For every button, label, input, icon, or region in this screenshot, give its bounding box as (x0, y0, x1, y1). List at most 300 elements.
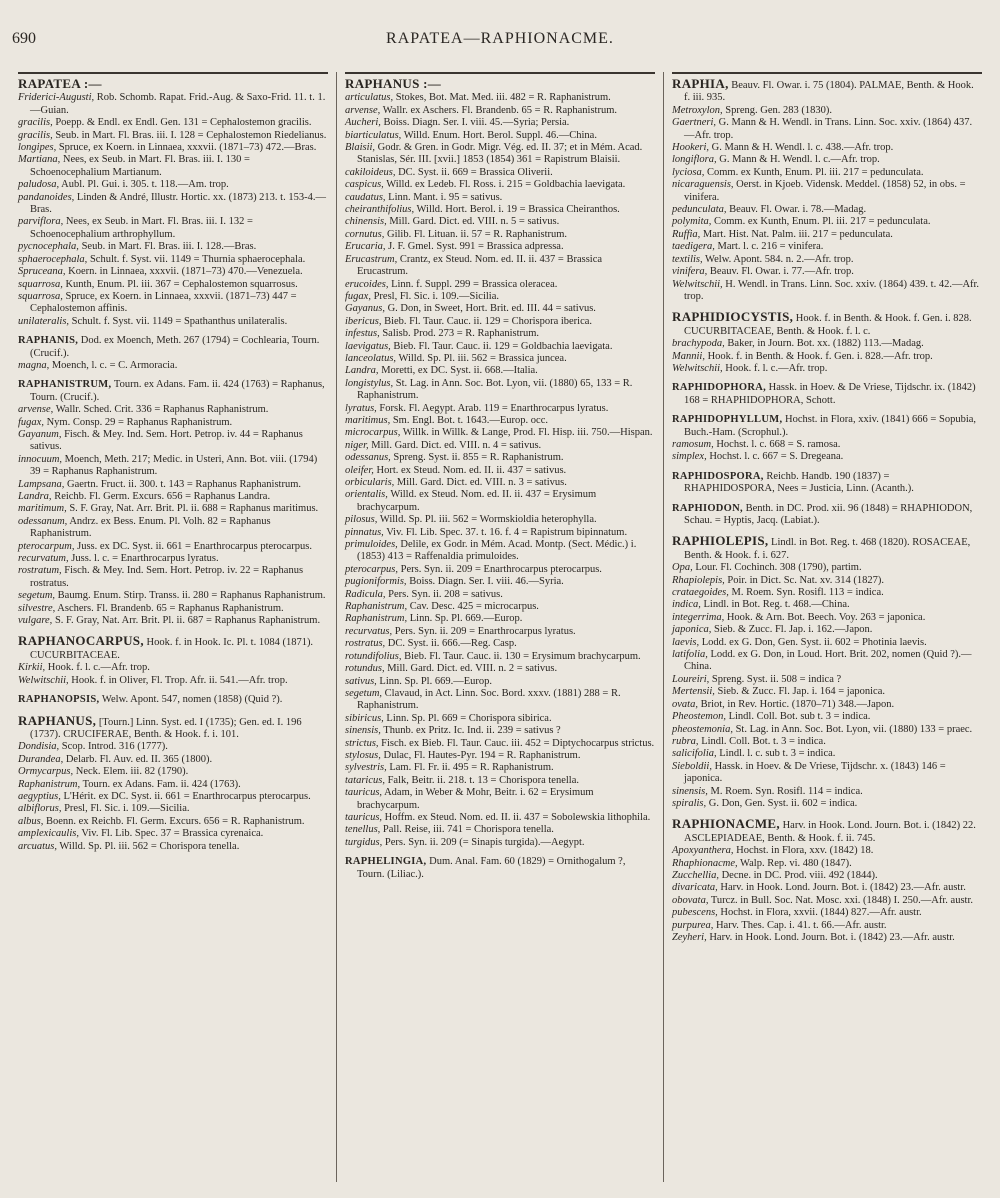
species-entry (18, 266, 328, 278)
species-entry (18, 216, 328, 241)
species-entry (18, 662, 328, 674)
epithet: crataegoides, (672, 587, 729, 599)
species-entry (345, 564, 655, 576)
entry-reference: Harv. in Hook. Lond. Journ. Bot. i. (1842) 22. ASCLEPIADEAE, Benth. & Hook. f. ii. 745. (684, 820, 976, 844)
epithet: longistylus, (345, 377, 394, 389)
genus-name: RAPATEA :— (18, 76, 102, 91)
species-entry (18, 279, 328, 291)
epithet: rubra, (672, 735, 699, 747)
genus-name: RAPHANOPSIS, (18, 694, 100, 706)
species-entry (345, 427, 655, 439)
entry-reference: Nym. Consp. 29 = Raphanus Raphanistrum. (43, 416, 233, 428)
entry-reference: Mill. Gard. Dict. ed. VIII. n. 5 = sativus. (386, 216, 560, 228)
epithet: odessanum, (18, 515, 68, 527)
index-columns (10, 72, 990, 1182)
species-entry (345, 192, 655, 204)
epithet: turgidus, (345, 836, 383, 848)
entry-reference: Hook. f. l. c.—Afr. trop. (722, 362, 828, 374)
epithet: laevigatus, (345, 340, 391, 352)
entry-reference: Lindl. Coll. Bot. t. 3 = indica. (698, 735, 826, 747)
species-entry (672, 711, 982, 723)
epithet: albiflorus, (18, 803, 62, 815)
epithet: chinensis, (345, 216, 387, 228)
species-entry (672, 279, 982, 304)
species-entry (345, 440, 655, 452)
epithet: Zucchellia, (672, 869, 719, 881)
epithet: caspicus, (345, 179, 384, 191)
entry-reference: Hook. f. l. c.—Afr. trop. (45, 662, 150, 674)
epithet: maritimus, (345, 414, 391, 426)
species-entry (345, 167, 655, 179)
species-entry (18, 828, 328, 840)
epithet: articulatus, (345, 92, 394, 104)
entry-reference: Walp. Rep. vi. 480 (1847). (737, 857, 852, 869)
entry-reference: Falk, Beitr. ii. 218. t. 13 = Chorispora tenella. (384, 774, 579, 786)
epithet: sphaerocephala, (18, 253, 88, 265)
entry-reference: Moench, l. c. = C. Armoracia. (49, 359, 178, 371)
epithet: arvense, (345, 104, 381, 116)
entry-reference: G. Mann & H. Wendl. in Trans. Linn. Soc. xxiv. (1864) 437.—Afr. trop. (684, 117, 973, 141)
species-entry (672, 216, 982, 228)
entry-reference: Reichb. Fl. Germ. Excurs. 656 = Raphanus Landra. (51, 491, 271, 502)
entry-reference: Boenn. ex Reichb. Fl. Germ. Excurs. 656 = R. Raphanistrum. (43, 815, 305, 827)
species-entry (18, 92, 328, 117)
entry-reference: Hook. f. in Oliver, Fl. Trop. Afr. ii. 541.—Afr. trop. (68, 674, 288, 686)
epithet: rotundus, (345, 663, 385, 675)
epithet: cornutus, (345, 228, 385, 240)
entry-reference: Lindl. l. c. sub t. 3 = indica. (716, 748, 836, 760)
entry-reference: Linn. Mant. i. 95 = sativus. (385, 191, 503, 203)
species-entry (18, 454, 328, 479)
entry-reference: Boiss. Diagn. Ser. I. viii. 45.—Syria; Persia. (380, 117, 570, 129)
entry-reference: Pers. Syn. ii. 208 = sativus. (385, 588, 503, 600)
epithet: Apoxyanthera, (672, 845, 734, 857)
entry-reference: Delile, ex Godr. in Mém. Acad. Montp. (Sect. Médic.) i. (1853) 413 = Raffenaldia primuloides. (357, 539, 637, 563)
entry-reference: Spreng. Syst. ii. 508 = indica ? (709, 673, 842, 685)
epithet: Erucastrum, (345, 253, 398, 265)
genus-name: RAPHIOLEPIS, (672, 533, 769, 549)
species-entry (18, 779, 328, 791)
species-entry (18, 254, 328, 266)
entry-reference: Willd. ex Steud. Nom. ed. II. ii. 437 = Erysimum brachycarpum. (357, 489, 597, 513)
species-entry (672, 870, 982, 882)
species-entry (18, 404, 328, 416)
entry-reference: Spreng. Syst. ii. 855 = R. Raphanistrum. (390, 452, 564, 464)
entry-reference: Hoffm. ex Steud. Nom. ed. II. ii. 437 = Sobolewskia lithophila. (382, 811, 651, 823)
epithet: Mannii, (672, 350, 705, 362)
epithet: Mertensii, (672, 686, 715, 698)
entry-reference: Dod. ex Moench, Meth. 267 (1794) = Cochlearia, Tourn. (Crucif.). (30, 335, 320, 359)
entry-reference: Neck. Elem. iii. 82 (1790). (73, 766, 189, 778)
genus-entry (672, 535, 982, 562)
entry-reference: Moench, Meth. 217; Medic. in Usteri, Ann. Bot. viii. (1794) 39 = Raphanus Raphanistrum. (30, 453, 318, 478)
epithet: maritimum, (18, 503, 67, 515)
species-entry (18, 479, 328, 491)
entry-reference: Lindl. in Bot. Reg. t. 468 (1820). ROSACEAE, Benth. & Hook. f. i. 627. (684, 537, 971, 561)
species-entry (345, 303, 655, 315)
epithet: salicifolia, (672, 748, 717, 760)
species-entry (18, 192, 328, 217)
entry-reference: Fisch. ex Bieb. Fl. Taur. Cauc. iii. 452 = Diptychocarpus strictus. (378, 737, 655, 749)
epithet: tauricus, (345, 811, 383, 823)
epithet: recurvatum, (18, 553, 69, 565)
species-entry (672, 562, 982, 574)
entry-reference: Hook. f. in Hook. Ic. Pl. t. 1084 (1871). CUCURBITACEAE. (30, 637, 314, 661)
species-entry (672, 241, 982, 253)
epithet: Pheostemon, (672, 711, 726, 723)
epithet: Raphanistrum, (345, 601, 408, 613)
species-entry (345, 204, 655, 216)
entry-reference: Godr. & Gren. in Godr. Migr. Vég. ed. II. 37; et in Mém. Acad. Stanislas, Sér. III. [xvii.] 1853 (1854) 361 = Rapistrum Blaisii. (357, 142, 643, 166)
species-entry (345, 328, 655, 340)
epithet: recurvatus, (345, 625, 393, 637)
epithet: arcuatus, (18, 840, 57, 852)
species-entry (345, 477, 655, 489)
species-entry (18, 675, 328, 687)
species-entry (345, 750, 655, 762)
species-entry (18, 142, 328, 154)
entry-reference: Willd. Sp. Pl. iii. 562 = Brassica juncea. (396, 352, 567, 364)
epithet: vulgare, (18, 615, 53, 627)
epithet: arvense, (18, 404, 54, 416)
species-entry (672, 761, 982, 786)
species-entry (18, 541, 328, 553)
entry-reference: Hort. ex Steud. Nom. ed. II. ii. 437 = sativus. (373, 464, 567, 476)
entry-reference: Hochst. in Flora, xxv. (1842) 18. (733, 845, 874, 857)
species-entry (345, 378, 655, 403)
epithet: Raphanistrum, (345, 613, 408, 625)
epithet: integerrima, (672, 611, 725, 623)
entry-reference: Hassk. in Hoev. & De Vriese, Tijdschr. ix. (1842) 168 = RHAPHIDOPHORA, Schott. (684, 382, 976, 406)
entry-reference: Lodd. ex G. Don, in Loud. Hort. Brit. 202, nomen (Quid ?).—China. (684, 649, 972, 673)
epithet: oleifer, (345, 464, 374, 476)
epithet: pugioniformis, (345, 576, 407, 588)
species-entry (345, 279, 655, 291)
species-entry (672, 736, 982, 748)
species-entry (672, 338, 982, 350)
epithet: parviflora, (18, 216, 64, 228)
epithet: caudatus, (345, 191, 386, 203)
species-entry (345, 341, 655, 353)
species-entry (18, 741, 328, 753)
entry-reference: Mill. Gard. Dict. ed. VIII. n. 2 = sativus. (384, 663, 558, 675)
entry-reference: Rob. Schomb. Rapat. Frid.-Aug. & Saxo-Frid. 11. t. 1.—Guian. (30, 92, 326, 116)
species-entry (345, 539, 655, 564)
species-entry (672, 599, 982, 611)
entry-reference: Lodd. ex G. Don, Gen. Syst. ii. 602 = Photinia laevis. (699, 636, 927, 648)
species-entry (672, 845, 982, 857)
epithet: Friderici-Augusti, (18, 92, 95, 104)
species-entry (345, 725, 655, 737)
species-entry (345, 613, 655, 625)
species-entry (672, 266, 982, 278)
epithet: strictus, (345, 737, 379, 749)
entry-reference: Bieb. Fl. Taur. Cauc. ii. 129 = Chorispora iberica. (381, 315, 593, 327)
species-entry (672, 351, 982, 363)
entry-reference: Harv. Thes. Cap. i. 41. t. 66.—Afr. austr. (713, 919, 887, 931)
species-entry (18, 516, 328, 541)
species-entry (345, 812, 655, 824)
epithet: rostratus, (345, 638, 386, 650)
epithet: Dondisia, (18, 741, 60, 753)
species-entry (345, 229, 655, 241)
epithet: Kirkii, (18, 662, 46, 674)
entry-reference: Welw. Apont. 584. n. 2.—Afr. trop. (702, 253, 854, 265)
entry-reference: Nees, ex Seub. in Mart. Fl. Bras. iii. I. 132 = Schoenocephalium arthrophyllum. (30, 216, 253, 240)
entry-reference: Mart. l. c. 216 = vinifera. (714, 241, 824, 253)
entry-reference: Forsk. Fl. Aegypt. Arab. 119 = Enarthrocarpus lyratus. (376, 402, 609, 414)
epithet: niger, (345, 439, 369, 451)
entry-reference: Seub. in Mart. Fl. Bras. iii. I. 128 = Cephalostemon Riedelianus. (52, 129, 327, 141)
epithet: fugax, (18, 416, 44, 428)
epithet: Gayanum, (18, 428, 62, 440)
genus-entry (18, 694, 328, 706)
entry-reference: Poepp. & Endl. ex Endl. Gen. 131 = Cephalostemon gracilis. (52, 117, 312, 129)
epithet: Landra, (345, 365, 379, 377)
entry-reference: Nees, ex Seub. in Mart. Fl. Bras. iii. I. 130 = Schoenocephalium Martianum. (30, 154, 250, 178)
page-header (12, 30, 988, 52)
entry-reference: Presl, Fl. Sic. i. 109.—Sicilia. (370, 290, 499, 302)
epithet: Zeyheri, (672, 932, 707, 943)
species-entry (672, 363, 982, 375)
epithet: Erucaria, (345, 241, 386, 253)
species-entry (345, 403, 655, 415)
epithet: infestus, (345, 328, 380, 340)
entry-reference: Willd. Sp. Pl. iii. 562 = Chorispora tenella. (57, 840, 240, 852)
entry-reference: Sieb. & Zucc. Fl. Jap. i. 164 = japonica. (714, 686, 885, 698)
species-entry (18, 130, 328, 142)
column-rule (672, 72, 982, 74)
epithet: Ruffia, (672, 228, 701, 240)
species-entry (345, 638, 655, 650)
entry-reference: Stokes, Bot. Mat. Med. iii. 482 = R. Raphanistrum. (393, 92, 611, 104)
epithet: tataricus, (345, 774, 385, 786)
species-entry (672, 674, 982, 686)
genus-name: RAPHIDOPHYLLUM, (672, 414, 783, 426)
entry-reference: Andrz. ex Bess. Enum. Pl. Volh. 82 = Raphanus Raphanistrum. (30, 515, 271, 540)
entry-reference: M. Roem. Syn. Rosifl. 114 = indica. (707, 785, 863, 797)
entry-reference: Willd. Enum. Hort. Berol. Suppl. 46.—China. (401, 129, 597, 141)
entry-reference: Salisb. Prod. 273 = R. Raphanistrum. (379, 328, 540, 340)
epithet: polymita, (672, 216, 712, 228)
species-entry (18, 565, 328, 590)
entry-reference: DC. Syst. ii. 669 = Brassica Oliverii. (395, 166, 553, 178)
epithet: taedigera, (672, 241, 715, 253)
species-entry (672, 179, 982, 204)
species-entry (345, 117, 655, 129)
epithet: sativus, (345, 675, 377, 687)
epithet: erucoides, (345, 278, 389, 290)
entry-reference: Comm. ex Kunth, Enum. Pl. iii. 217 = pedunculata. (704, 166, 924, 178)
species-entry (345, 514, 655, 526)
epithet: magna, (18, 359, 50, 371)
entry-reference: Gilib. Fl. Lituan. ii. 57 = R. Raphanistrum. (384, 228, 568, 240)
genus-name: RAPHANUS :— (345, 76, 442, 91)
species-entry (18, 553, 328, 565)
species-entry (18, 766, 328, 778)
entry-reference: Reichb. Handb. 190 (1837) = RHAPHIDOSPORA, Nees = Justicia, Linn. (Acanth.). (684, 470, 914, 495)
entry-reference: Hochst. in Flora, xxvii. (1844) 827.—Afr. austr. (717, 907, 922, 919)
epithet: Raphanistrum, (18, 778, 81, 790)
species-entry (18, 754, 328, 766)
genus-name: RAPHELINGIA, (345, 856, 427, 868)
genus-entry (18, 379, 328, 404)
species-entry (345, 576, 655, 588)
entry-reference: G. Don, in Sweet, Hort. Brit. ed. III. 44 = sativus. (384, 303, 596, 315)
epithet: cakiloideus, (345, 166, 396, 178)
entry-reference: Spruce, ex Koern. in Linnaea, xxxvii. (1871–73) 447 = Cephalostemon affinis. (30, 290, 297, 315)
entry-reference: Scop. Introd. 316 (1777). (59, 741, 168, 753)
species-entry (18, 615, 328, 627)
species-entry (672, 932, 982, 944)
entry-reference: Willd. Hort. Berol. i. 19 = Brassica Cheiranthos. (414, 204, 620, 216)
epithet: stylosus, (345, 749, 381, 761)
epithet: longiflora, (672, 154, 717, 166)
epithet: pterocarpum, (18, 540, 75, 552)
epithet: Loureiri, (672, 673, 710, 685)
species-entry (345, 291, 655, 303)
species-entry (345, 316, 655, 328)
entry-reference: Lindl. Coll. Bot. sub t. 3 = indica. (725, 711, 871, 723)
epithet: textilis, (672, 253, 703, 265)
epithet: segetum, (18, 590, 56, 602)
species-entry (345, 142, 655, 167)
epithet: innocuum, (18, 453, 63, 465)
epithet: nicaraguensis, (672, 179, 734, 191)
species-entry (345, 241, 655, 253)
species-entry (18, 803, 328, 815)
epithet: divaricata, (672, 882, 718, 894)
epithet: sylvestris, (345, 762, 387, 774)
entry-reference: Adam, in Weber & Mohr, Beitr. i. 62 = Erysimum brachycarpum. (357, 787, 594, 811)
entry-reference: Turcz. in Bull. Soc. Nat. Mosc. xxi. (1848) I. 250.—Afr. austr. (708, 894, 973, 906)
species-entry (18, 291, 328, 316)
species-entry (672, 167, 982, 179)
epithet: Rhapiolepis, (672, 574, 725, 586)
species-entry (672, 612, 982, 624)
species-entry (672, 439, 982, 451)
species-entry (345, 254, 655, 279)
entry-reference: Seub. in Mart. Fl. Bras. iii. I. 128.—Bras. (78, 241, 257, 253)
entry-reference: Clavaud, in Act. Linn. Soc. Bord. xxxv. (1881) 288 = R. Raphanistrum. (357, 687, 621, 712)
entry-reference: Comm. ex Kunth, Enum. Pl. iii. 217 = pedunculata. (711, 216, 931, 228)
epithet: silvestre, (18, 602, 56, 614)
entry-reference: Cav. Desc. 425 = microcarpus. (407, 601, 539, 613)
species-entry (345, 353, 655, 365)
species-entry (18, 154, 328, 179)
entry-reference: Fisch. & Mey. Ind. Sem. Hort. Petrop. iv. 44 = Raphanus sativus. (30, 428, 303, 453)
epithet: japonica, (672, 624, 712, 636)
species-entry (18, 503, 328, 515)
epithet: Opa, (672, 562, 693, 574)
entry-reference: Moretti, ex DC. Syst. ii. 668.—Italia. (378, 365, 538, 377)
entry-reference: H. Wendl. in Trans. Linn. Soc. xxiv. (1864) 439. t. 42.—Afr. trop. (684, 278, 980, 302)
entry-reference: Linn. Sp. Pl. 669 = Chorispora sibirica. (383, 712, 552, 724)
entry-reference: Welw. Apont. 547, nomen (1858) (Quid ?). (99, 694, 283, 706)
genus-name: RAPHANOCARPUS, (18, 633, 144, 649)
species-entry (345, 179, 655, 191)
species-entry (345, 216, 655, 228)
epithet: lyratus, (345, 402, 377, 414)
entry-reference: Viv. Fl. Lib. Spec. 37 = Brassica cyrenaica. (78, 828, 264, 840)
epithet: pandanoides, (18, 191, 75, 203)
entry-reference: Pers. Syn. ii. 209 (= Sinapis turgida).—Aegypt. (382, 836, 585, 848)
epithet: sibiricus, (345, 712, 384, 724)
species-entry (345, 775, 655, 787)
epithet: Aucheri, (345, 117, 381, 129)
epithet: ibericus, (345, 315, 382, 327)
entry-reference: S. F. Gray, Nat. Arr. Brit. Pl. ii. 688 = Raphanus maritimus. (66, 503, 319, 515)
genus-name: RAPHIONACME, (672, 816, 780, 832)
epithet: indica, (672, 599, 701, 611)
species-entry (672, 229, 982, 241)
species-entry (345, 626, 655, 638)
species-entry (345, 762, 655, 774)
epithet: primuloides, (345, 539, 398, 551)
epithet: Lampsana, (18, 478, 65, 490)
page-number: 690 (12, 30, 36, 47)
species-entry (672, 907, 982, 919)
entry-reference: G. Don, Gen. Syst. ii. 602 = indica. (706, 797, 858, 809)
epithet: Gaertneri, (672, 117, 717, 129)
entry-reference: Koern. in Linnaea, xxxvii. (1871–73) 470.—Venezuela. (65, 266, 303, 278)
species-entry (345, 651, 655, 663)
species-entry (345, 601, 655, 613)
genus-entry (345, 78, 655, 92)
species-entry (672, 649, 982, 674)
species-entry (672, 154, 982, 166)
epithet: simplex, (672, 451, 707, 463)
entry-reference: Hochst. in Flora, xxiv. (1841) 666 = Sopubia, Buch.-Ham. (Scrophul.). (684, 414, 977, 438)
species-entry (18, 841, 328, 853)
epithet: ovata, (672, 698, 698, 710)
genus-name: RAPHANUS, (18, 712, 97, 728)
genus-entry (672, 818, 982, 845)
genus-entry (18, 78, 328, 92)
entry-reference: Pers. Syn. ii. 209 = Enarthrocarpus lyratus. (392, 625, 576, 637)
epithet: tenellus, (345, 824, 381, 836)
epithet: spiralis, (672, 797, 707, 809)
epithet: longipes, (18, 142, 57, 154)
epithet: cheiranthifolius, (345, 204, 415, 216)
species-entry (345, 676, 655, 688)
genus-entry (672, 414, 982, 439)
entry-reference: Sieb. & Zucc. Fl. Jap. i. 162.—Japon. (711, 624, 873, 636)
entry-reference: Dum. Anal. Fam. 60 (1829) = Ornithogalum ?, Tourn. (Liliac.). (357, 856, 626, 880)
entry-reference: Linn. f. Suppl. 299 = Brassica oleracea. (388, 278, 558, 290)
species-entry (345, 527, 655, 539)
species-entry (18, 360, 328, 372)
epithet: Landra, (18, 491, 52, 502)
epithet: Welwitschii, (672, 278, 723, 290)
entry-reference: J. F. Gmel. Syst. 991 = Brassica adpressa. (385, 241, 564, 253)
species-entry (18, 791, 328, 803)
species-entry (18, 417, 328, 429)
entry-reference: Crantz, ex Steud. Nom. ed. II. ii. 437 = Brassica Erucastrum. (357, 253, 603, 278)
epithet: pubescens, (672, 907, 718, 919)
entry-reference: Kunth, Enum. Pl. iii. 367 = Cephalostemon squarrosus. (62, 278, 298, 290)
entry-reference: Lindl. in Bot. Reg. t. 468.—China. (700, 599, 850, 611)
species-entry (672, 204, 982, 216)
species-entry (345, 130, 655, 142)
species-entry (18, 429, 328, 454)
entry-reference: Hook. f. in Benth. & Hook. f. Gen. i. 828.—Afr. trop. (704, 350, 933, 362)
entry-reference: Mill. Gard. Dict. ed. VIII. n. 3 = sativus. (394, 477, 567, 488)
epithet: squarrosa, (18, 290, 63, 302)
entry-reference: Aschers. Fl. Brandenb. 65 = Raphanus Raphanistrum. (55, 602, 284, 614)
epithet: Metroxylon, (672, 104, 723, 116)
epithet: pinnatus, (345, 526, 384, 538)
